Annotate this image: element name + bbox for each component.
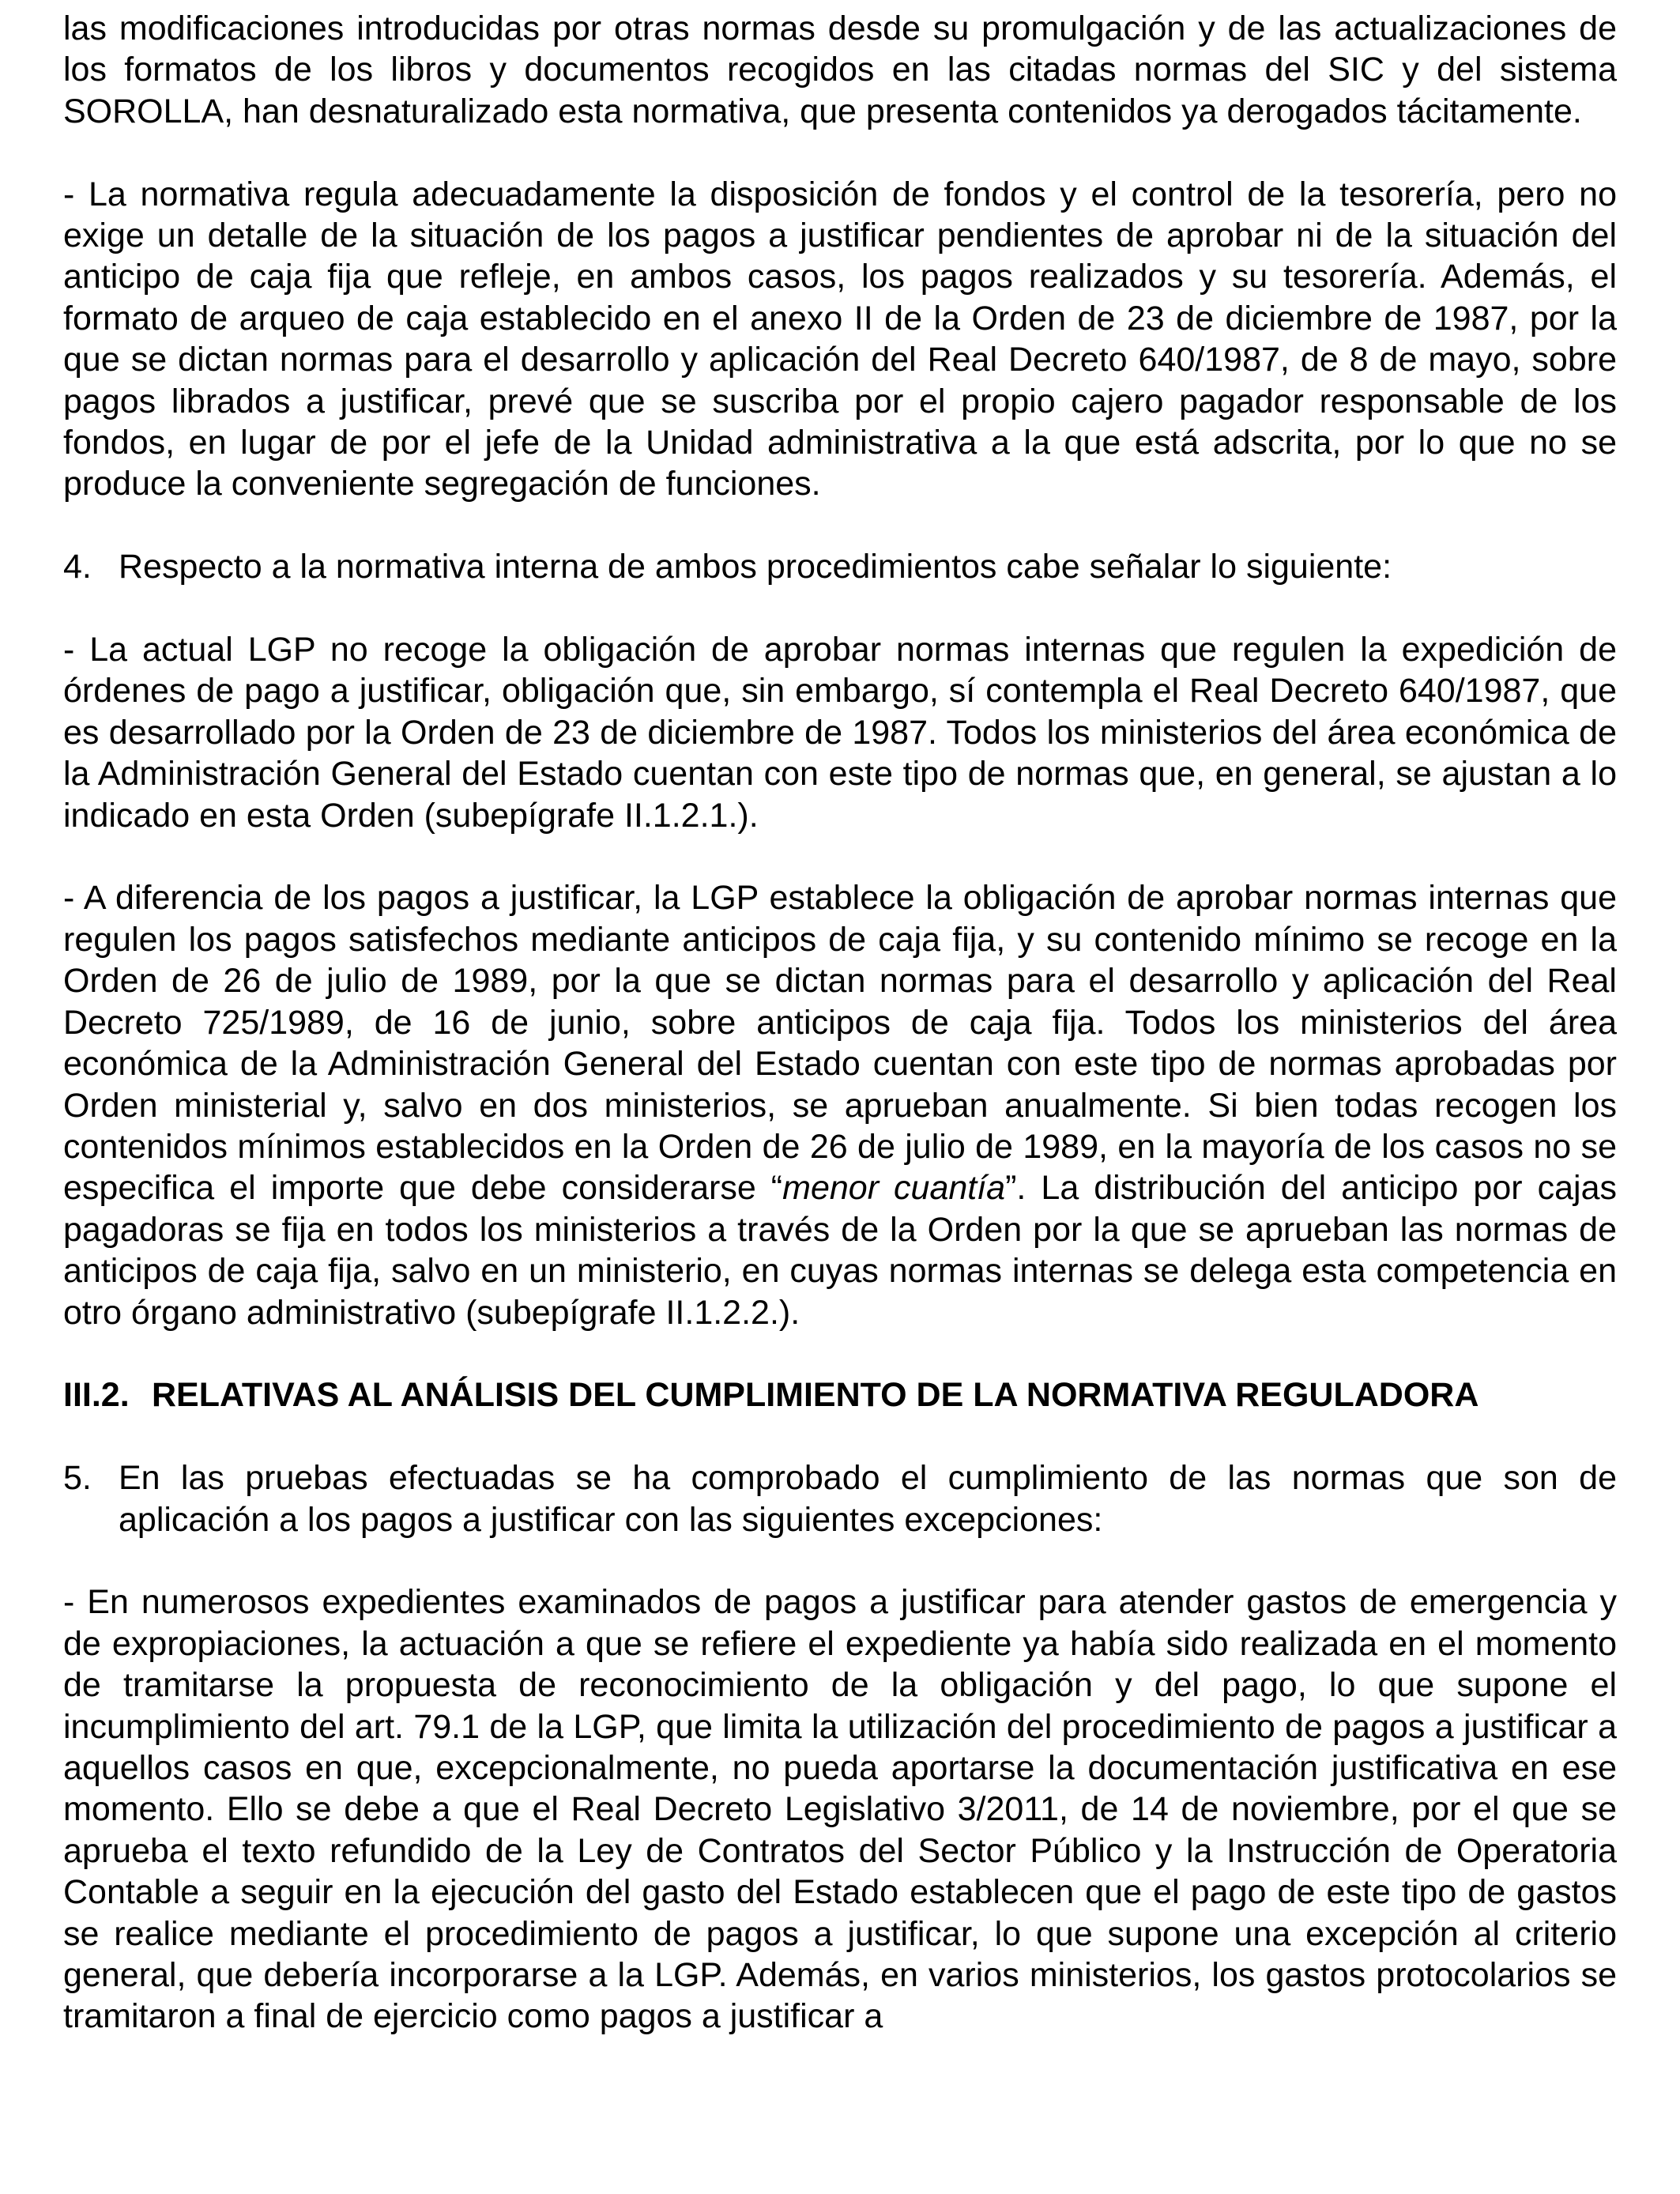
italic-term: menor cuantía [782, 1169, 1006, 1208]
heading-title: RELATIVAS AL ANÁLISIS DEL CUMPLIMIENTO DE LA NORMATIVA REGULADORA [152, 1376, 1479, 1415]
document-page [63, 8, 1617, 2079]
numbered-item-5 [63, 1457, 1617, 1540]
text-segment: ”. La distribución del anticipo por cajas pagadoras se fija en todos los ministerios a través de la Orden por la que se aprueban las normas de anticipos de caja fija, salvo en un ministerio, en cuyas normas internas se delega esta competencia en otro órgano administrativo (subepígrafe II.1.2.2.). [63, 1169, 1617, 1332]
item-number: 4. [63, 548, 92, 586]
text-segment: - A diferencia de los pagos a justificar, la LGP establece la obligación de aprobar normas internas que regulen los pagos satisfechos mediante anticipos de caja fija, y su contenido mínimo se recoge en la Orden de 26 de julio de 1989, por la que se dictan normas para el desarrollo y aplicación del Real Decreto 725/1989, de 16 de junio, sobre anticipos de caja fija. Todos los ministerios del área económica de la Administración General del Estado cuentan con este tipo de normas aprobadas por Orden ministerial y, salvo en dos ministerios, se aprueban anualmente. Si bien todas recogen los contenidos mínimos establecidos en la Orden de 26 de julio de 1989, en la mayoría de los casos no se especifica el importe que debe considerarse “ [63, 879, 1617, 1208]
item-text: En las pruebas efectuadas se ha comprobado el cumplimiento de las normas que son de aplicación a los pagos a justificar con las siguientes excepciones: [119, 1459, 1617, 1539]
numbered-item-4 [63, 546, 1617, 587]
item-text: Respecto a la normativa interna de ambos procedimientos cabe señalar lo siguiente: [119, 548, 1392, 586]
section-heading [63, 1374, 1617, 1416]
heading-number: III.2. [63, 1376, 130, 1415]
paragraph-anticipos-caja-fija [63, 877, 1617, 1333]
item-number: 5. [63, 1459, 92, 1498]
paragraph-intro-continuation: las modificaciones introducidas por otras normas desde su promulgación y de las actualizaciones de los formatos de los libros y documentos recogidos en las citadas normas del SIC y del sistema SOROLLA, han desnaturalizado esta normativa, que presenta contenidos ya derogados tácitamente. [63, 9, 1617, 130]
paragraph-tesoreria: - La normativa regula adecuadamente la disposición de fondos y el control de la tesorería, pero no exige un detalle de la situación de los pagos a justificar pendientes de aprobar ni de la situación del anticipo de caja fija que refleje, en ambos casos, los pagos realizados y su tesorería. Además, el formato de arqueo de caja establecido en el anexo II de la Orden de 23 de diciembre de 1987, por la que se dictan normas para el desarrollo y aplicación del Real Decreto 640/1987, de 8 de mayo, sobre pagos librados a justificar, prevé que se suscriba por el propio cajero pagador responsable de los fondos, en lugar de por el jefe de la Unidad administrativa a la que está adscrita, por lo que no se produce la conveniente segregación de funciones. [63, 175, 1617, 503]
paragraph-pagos-justificar: - La actual LGP no recoge la obligación de aprobar normas internas que regulen la expedición de órdenes de pago a justificar, obligación que, sin embargo, sí contempla el Real Decreto 640/1987, que es desarrollado por la Orden de 23 de diciembre de 1987. Todos los ministerios del área económica de la Administración General del Estado cuentan con este tipo de normas que, en general, se ajustan a lo indicado en esta Orden (subepígrafe II.1.2.1.). [63, 631, 1617, 835]
paragraph-emergencia-expropiaciones: - En numerosos expedientes examinados de pagos a justificar para atender gastos de emergencia y de expropiaciones, la actuación a que se refiere el expediente ya había sido realizada en el momento de tramitarse la propuesta de reconocimiento de la obligación y del pago, lo que supone el incumplimiento del art. 79.1 de la LGP, que limita la utilización del procedimiento de pagos a justificar a aquellos casos en que, excepcionalmente, no pueda aportarse la documentación justificativa en ese momento. Ello se debe a que el Real Decreto Legislativo 3/2011, de 14 de noviembre, por el que se aprueba el texto refundido de la Ley de Contratos del Sector Público y la Instrucción de Operatoria Contable a seguir en la ejecución del gasto del Estado establecen que el pago de este tipo de gastos se realice mediante el procedimiento de pagos a justificar, lo que supone una excepción al criterio general, que debería incorporarse a la LGP. Además, en varios ministerios, los gastos protocolarios se tramitaron a final de ejercicio como pagos a justificar a [63, 1583, 1617, 2036]
